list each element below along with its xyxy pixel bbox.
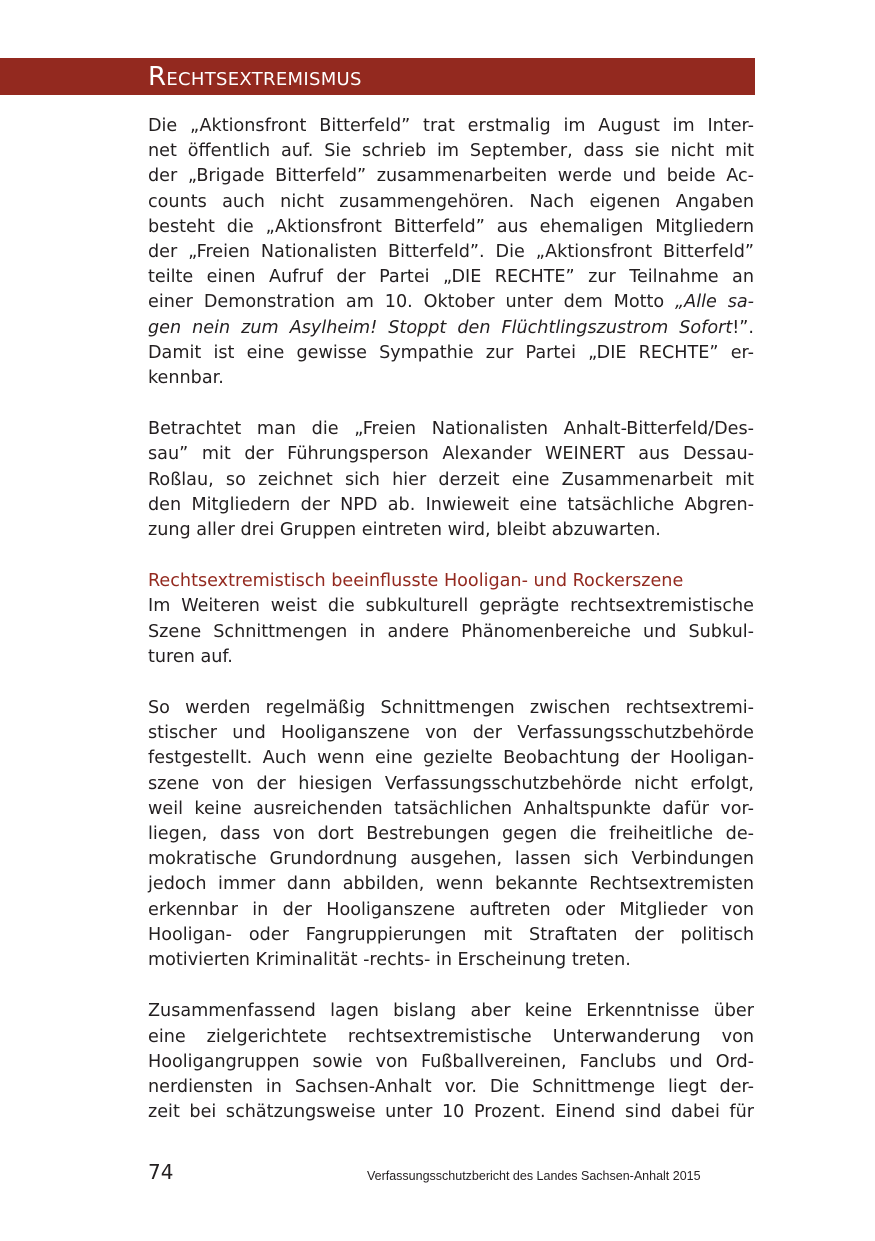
text-line: stischer und Hooliganszene von der Verfassungsschutzbehörde <box>148 723 754 744</box>
text-line: szene von der hiesigen Verfassungsschutzbehörde nicht erfolgt, <box>148 773 754 794</box>
motto-quote: „Alle sa- <box>675 292 754 313</box>
text-line: kennbar. <box>148 368 224 389</box>
text-line: weil keine ausreichenden tatsächlichen Anhaltspunkte dafür vor- <box>148 798 754 819</box>
text-line: Zusammenfassend lagen bislang aber keine Erkenntnisse über <box>148 1001 754 1022</box>
text-line <box>148 316 754 341</box>
text-line: der „Brigade Bitterfeld” zusammenarbeiten werde und beide Ac- <box>148 166 754 187</box>
section-title: Rechtsextremismus <box>148 62 362 92</box>
text-line: Hooligan- oder Fangruppierungen mit Straftaten der politisch <box>148 924 754 945</box>
text-line: Die „Aktionsfront Bitterfeld” trat erstmalig im August im Inter- <box>148 116 754 136</box>
paragraph-hooligan-intro <box>148 569 754 670</box>
text-line: liegen, dass von dort Bestrebungen gegen die freiheitliche de- <box>148 824 754 845</box>
text-line: zeit bei schätzungsweise unter 10 Prozent. Einend sind dabei für <box>148 1102 754 1123</box>
section-header-bar <box>0 58 755 95</box>
text-segment: !”. <box>732 317 754 338</box>
paragraph-schnittmengen <box>148 696 754 973</box>
text-segment: einer Demonstration am 10. Oktober unter dem Motto <box>148 292 676 313</box>
page-number: 74 <box>148 1160 174 1184</box>
running-footer: Verfassungsschutzbericht des Landes Sachsen-Anhalt 2015 <box>367 1169 701 1183</box>
text-line: teilte einen Aufruf der Partei „DIE RECHTE” zur Teilnahme an <box>148 267 754 288</box>
text-line: eine zielgerichtete rechtsextremistische Unterwanderung von <box>148 1026 754 1047</box>
text-line: Damit ist eine gewisse Sympathie zur Partei „DIE RECHTE” er- <box>148 342 754 363</box>
text-line: counts auch nicht zusammengehören. Nach eigenen Angaben <box>148 191 754 212</box>
text-line: besteht die „Aktionsfront Bitterfeld” aus ehemaligen Mitgliedern <box>148 216 754 237</box>
text-line: mokratische Grundordnung ausgehen, lassen sich Verbindungen <box>148 849 754 870</box>
text-line: net öffentlich auf. Sie schrieb im September, dass sie nicht mit <box>148 141 754 162</box>
text-line: erkennbar in der Hooliganszene auftreten oder Mitglieder von <box>148 899 754 920</box>
motto-quote: gen nein zum Asylheim! Stoppt den Flüchtlingszustrom Sofort <box>148 317 733 338</box>
text-line: So werden regelmäßig Schnittmengen zwischen rechtsextremi- <box>148 698 754 719</box>
text-line: Betrachtet man die „Freien Nationalisten Anhalt-Bitterfeld/Des- <box>148 419 754 440</box>
text-line: Roßlau, so zeichnet sich hier derzeit eine Zusammenarbeit mit <box>148 469 754 490</box>
paragraph-aktionsfront <box>148 114 754 391</box>
text-line: nerdiensten in Sachsen-Anhalt vor. Die Schnittmenge liegt der- <box>148 1076 754 1097</box>
text-line: Szene Schnittmengen in andere Phänomenbereiche und Subkul- <box>148 621 754 642</box>
text-line: jedoch immer dann abbilden, wenn bekannte Rechtsextremisten <box>148 874 754 895</box>
text-line: Im Weiteren weist die subkulturell geprägte rechtsextremistische <box>148 596 754 617</box>
page-body <box>148 114 754 1151</box>
text-line: den Mitgliedern der NPD ab. Inwieweit eine tatsächliche Abgren- <box>148 494 754 515</box>
text-line: sau” mit der Führungsperson Alexander WEINERT aus Dessau- <box>148 444 754 465</box>
text-line: Hooligangruppen sowie von Fußballvereinen, Fanclubs und Ord- <box>148 1051 754 1072</box>
paragraph-zusammenfassend <box>148 999 754 1125</box>
text-line: der „Freien Nationalisten Bitterfeld”. Die „Aktionsfront Bitterfeld” <box>148 242 754 263</box>
text-line: festgestellt. Auch wenn eine gezielte Beobachtung der Hooligan- <box>148 748 754 769</box>
paragraph-freie-nationalisten <box>148 417 754 543</box>
text-line: motivierten Kriminalität -rechts- in Erscheinung treten. <box>148 950 631 971</box>
text-line: turen auf. <box>148 646 233 667</box>
text-line <box>148 290 754 315</box>
subsection-heading: Rechtsextremistisch beeinflusste Hooligan- und Rockerszene <box>148 571 684 592</box>
text-line: zung aller drei Gruppen eintreten wird, bleibt abzuwarten. <box>148 520 661 541</box>
